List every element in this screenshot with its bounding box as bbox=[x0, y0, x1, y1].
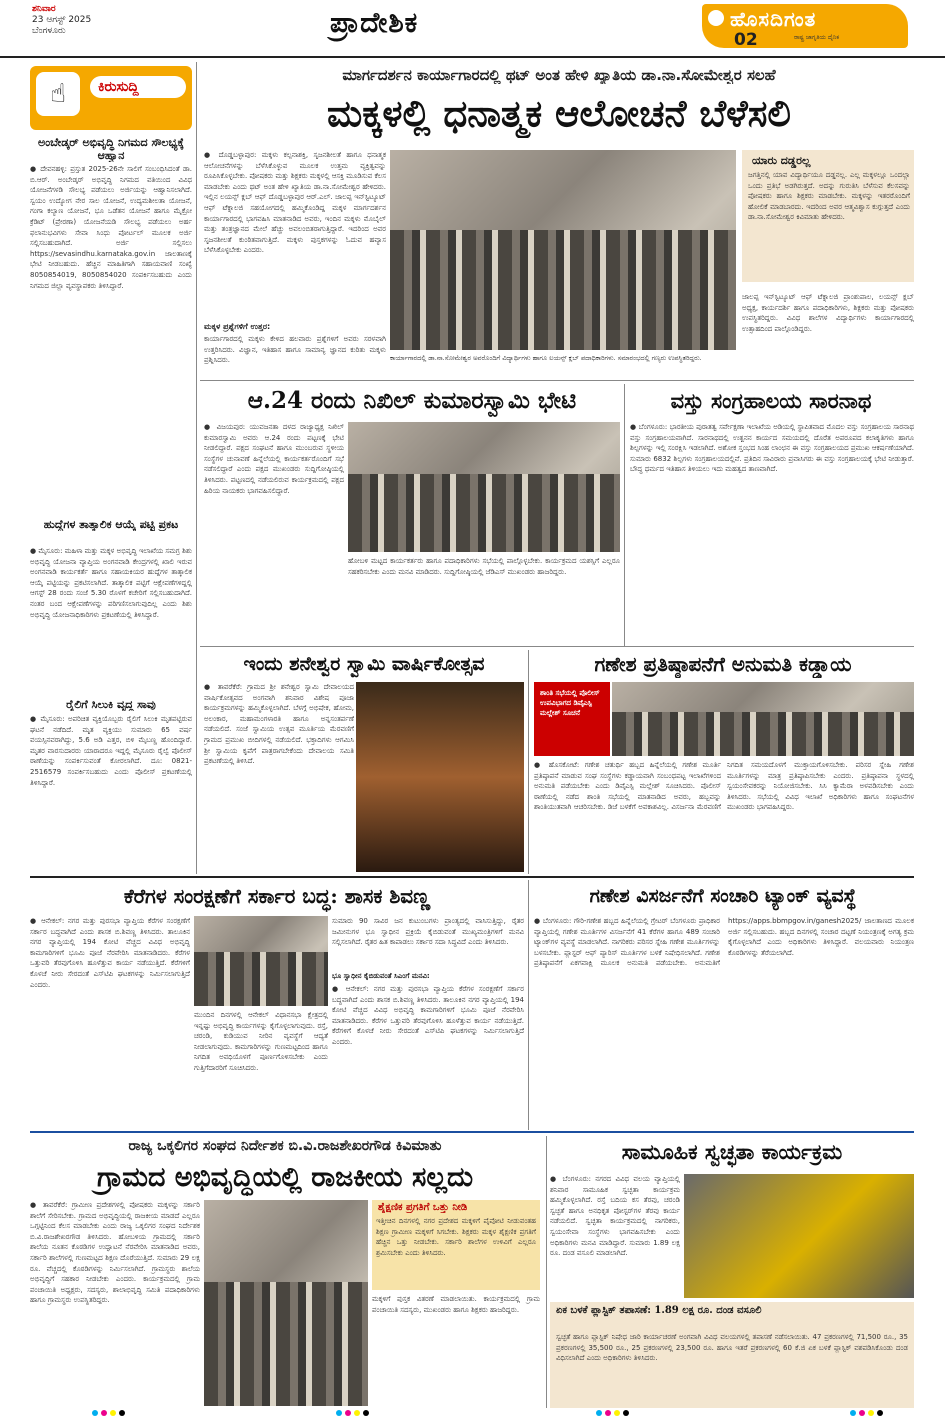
kiru-item-2-title: ಹುದ್ದೆಗಳ ತಾತ್ಕಾಲಿಕ ಆಯ್ಕೆ ಪಟ್ಟಿ ಪ್ರಕಟ bbox=[43, 518, 179, 531]
registration-mark bbox=[868, 1410, 874, 1416]
okkaliga-box-title: ಶೈಕ್ಷಣಿಕ ಪ್ರಗತಿಗೆ ಒತ್ತು ನೀಡಿ bbox=[378, 1202, 468, 1213]
registration-mark bbox=[877, 1410, 883, 1416]
ganesha1-label: ಶಾಂತಿ ಸಭೆಯಲ್ಲಿ ಪೊಲೀಸ್ ಉಪವಿಭಾಗದ ಡಿವೈಎಸ್ಪಿ ಮಲ್ಲೇಶ್ ಸೂಚನೆ bbox=[534, 682, 610, 756]
nikhil-body-1: ● ವಿಜಯಪುರ: ಯುವಜನತಾ ದಳದ ರಾಜ್ಯಾಧ್ಯಕ್ಷ ನಿಖಿಲ್ ಕುಮಾರಸ್ವಾಮಿ ಅವರು ಆ.24 ರಂದು ಪಟ್ಟಣಕ್ಕೆ ಭೇಟಿ ನೀಡಲಿದ್ದಾರೆ. ಪಕ್ಷದ ಸಂಘಟನೆ ಹಾಗೂ ಮುಂಬರುವ ಸ್ಥಳೀಯ ಸಂಸ್ಥೆಗಳ ಚುನಾವಣೆ ಹಿನ್ನೆಲೆಯಲ್ಲಿ ಕಾರ್ಯಕರ್ತರೊಂದಿಗೆ ಸಭೆ ನಡೆಸಲಿದ್ದಾರೆ ಎಂದು ಪಕ್ಷದ ಮುಖಂಡರು ಸುದ್ದಿಗೋಷ್ಠಿಯಲ್ಲಿ ತಿಳಿಸಿದರು. ಪಟ್ಟಣದಲ್ಲಿ ನಡೆಯಲಿರುವ ಕಾರ್ಯಕ್ರಮದಲ್ಲಿ ಪಕ್ಷದ ಹಿರಿಯ ನಾಯಕರು ಭಾಗವಹಿಸಲಿದ್ದಾರೆ. bbox=[204, 423, 344, 495]
brand-name: ಹೊಸದಿಗಂತ bbox=[730, 7, 817, 31]
lead-headline: ಮಕ್ಕಳಲ್ಲಿ ಧನಾತ್ಮಕ ಆಲೋಚನೆ ಬೆಳೆಸಲಿ bbox=[327, 91, 791, 135]
lead-photo bbox=[390, 150, 736, 350]
lead-body-left-2: ಕಾರ್ಯಾಗಾರದಲ್ಲಿ ಮಕ್ಕಳು ಕೇಳಿದ ಹಲವಾರು ಪ್ರಶ್ನೆಗಳಿಗೆ ಅವರು ಸರಳವಾಗಿ ಉತ್ತರಿಸಿದರು. ವಿಜ್ಞಾನ, ಇತಿಹಾಸ ಹಾಗೂ ಸಾಮಾನ್ಯ ಜ್ಞಾನದ ಕುರಿತು ಮಕ್ಕಳು ಪ್ರಶ್ನಿಸಿದರು. bbox=[204, 335, 386, 365]
ganesha2-headline: ಗಣೇಶ ವಿಸರ್ಜನೆಗೆ ಸಂಚಾರಿ ಟ್ಯಾಂಕ್ ವ್ಯವಸ್ಥೆ bbox=[589, 885, 857, 907]
kiru-item-1-title: ಅಂಬೇಡ್ಕರ್ ಅಭಿವೃದ್ಧಿ ನಿಗಮದ ಸೌಲಭ್ಯಕ್ಕೆ ಆಹ್ವಾನ bbox=[37, 136, 185, 162]
column-divider bbox=[528, 650, 529, 874]
registration-mark bbox=[623, 1410, 629, 1416]
okkaliga-body-2: ಮಕ್ಕಳಿಗೆ ಪುಸ್ತಕ ವಿತರಣೆ ಮಾಡಲಾಯಿತು. ಕಾರ್ಯಕ್ರಮದಲ್ಲಿ ಗ್ರಾಮ ಪಂಚಾಯಿತಿ ಸದಸ್ಯರು, ಮುಖಂಡರು ಹಾಗೂ ಶಿಕ್ಷಕರು ಹಾಜರಿದ್ದರು. bbox=[372, 1295, 540, 1314]
shani-headline: ಇಂದು ಶನೇಶ್ವರ ಸ್ವಾಮಿ ವಾರ್ಷಿಕೋತ್ಸವ bbox=[243, 653, 485, 675]
nikhil-headline: ಆ.24 ರಂದು ನಿಖಿಲ್ ಕುಮಾರಸ್ವಾಮಿ ಭೇಟಿ bbox=[247, 387, 577, 414]
brand-logo bbox=[702, 4, 908, 48]
museum-headline: ವಸ್ತು ಸಂಗ್ರಹಾಲಯ ಸಾರನಾಥ bbox=[670, 388, 872, 413]
cleanliness-box-body: ಸ್ವಚ್ಛತೆ ಹಾಗೂ ಪ್ಲಾಸ್ಟಿಕ್ ನಿಷೇಧ ಜಾರಿ ಕಾರ್ಯಾಚರಣೆ ಅಂಗವಾಗಿ ವಿವಿಧ ವಲಯಗಳಲ್ಲಿ ತಪಾಸಣೆ ನಡೆಸಲಾಯಿತು. 47 ಪ್ರಕರಣಗಳಲ್ಲಿ 71,500 ರೂ., 35 ಪ್ರಕರಣಗಳಲ್ಲಿ 35,500 ರೂ., 25 ಪ್ರಕರಣಗಳಲ್ಲಿ 23,500 ರೂ. ಹಾಗೂ ಇತರೆ ಪ್ರಕರಣಗಳಲ್ಲಿ 60 ಕೆ.ಜಿ ಏಕ ಬಳಕೆ ಪ್ಲಾಸ್ಟಿಕ್ ವಶಪಡಿಸಿಕೊಂಡು ದಂಡ ವಿಧಿಸಲಾಗಿದೆ ಎಂದು ಅಧಿಕಾರಿಗಳು ತಿಳಿಸಿದರು. bbox=[556, 1333, 908, 1363]
divider bbox=[30, 876, 914, 878]
ganesha1-headline: ಗಣೇಶ ಪ್ರತಿಷ್ಠಾಪನೆಗೆ ಅನುಮತಿ ಕಡ್ಡಾಯ bbox=[594, 652, 852, 676]
masthead-day: ಶನಿವಾರ bbox=[32, 4, 56, 14]
shani-body: ● ತಾವರೆಕೆರೆ: ಗ್ರಾಮದ ಶ್ರೀ ಶನೇಶ್ವರ ಸ್ವಾಮಿ ದೇವಾಲಯದ ವಾರ್ಷಿಕೋತ್ಸವದ ಅಂಗವಾಗಿ ಶನಿವಾರ ವಿಶೇಷ ಪೂಜಾ ಕಾರ್ಯಕ್ರಮಗಳನ್ನು ಹಮ್ಮಿಕೊಳ್ಳಲಾಗಿದೆ. ಬೆಳಗ್ಗೆ ಅಭಿಷೇಕ, ಹೋಮ, ಅಲಂಕಾರ, ಮಹಾಮಂಗಳಾರತಿ ಹಾಗೂ ಅನ್ನಸಂತರ್ಪಣೆ ನಡೆಯಲಿದೆ. ಸಂಜೆ ಸ್ವಾಮಿಯ ಉತ್ಸವ ಮೂರ್ತಿಯ ಮೆರವಣಿಗೆ ಗ್ರಾಮದ ಪ್ರಮುಖ ಬೀದಿಗಳಲ್ಲಿ ನಡೆಯಲಿದೆ. ಭಕ್ತಾದಿಗಳು ಆಗಮಿಸಿ ಶ್ರೀ ಸ್ವಾಮಿಯ ಕೃಪೆಗೆ ಪಾತ್ರರಾಗಬೇಕೆಂದು ದೇವಾಲಯ ಸಮಿತಿ ಪ್ರಕಟಣೆಯಲ್ಲಿ ತಿಳಿಸಿದೆ. bbox=[204, 683, 354, 766]
column-divider bbox=[196, 62, 197, 874]
brand-tagline: ರಾಷ್ಟ್ರ ಜಾಗೃತಿಯ ದೈನಿಕ bbox=[794, 34, 840, 41]
registration-mark bbox=[336, 1410, 342, 1416]
lead-sidebar-title: ಯಾರು ದಡ್ಡರಲ್ಲ bbox=[752, 154, 811, 167]
okkaliga-photo bbox=[204, 1200, 368, 1406]
kiru-item-1-body: ● ದೇವನಹಳ್ಳಿ: ಪ್ರಸ್ತುತ 2025-26ನೇ ಸಾಲಿಗೆ ಸಂಬಂಧಿಸಿದಂತೆ ಡಾ. ಬಿ.ಆರ್. ಅಂಬೇಡ್ಕರ್ ಅಭಿವೃದ್ಧಿ ನಿಗಮದ ವತಿಯಿಂದ ವಿವಿಧ ಯೋಜನೆಗಳಡಿ ಸೌಲಭ್ಯ ಪಡೆಯಲು ಅರ್ಜಿಯನ್ನು ಆಹ್ವಾನಿಸಲಾಗಿದೆ. ಸ್ವಯಂ ಉದ್ಯೋಗ ನೇರ ಸಾಲ ಯೋಜನೆ, ಉದ್ಯಮಶೀಲತಾ ಯೋಜನೆ, ಗಂಗಾ ಕಲ್ಯಾಣ ಯೋಜನೆ, ಭೂ ಒಡೆತನ ಯೋಜನೆ ಹಾಗೂ ಮೈಕ್ರೋ ಕ್ರೆಡಿಟ್ (ಪ್ರೇರಣಾ) ಯೋಜನೆಯಡಿ ಸೌಲಭ್ಯ ಪಡೆಯಲು ಅರ್ಹ ಫಲಾನುಭವಿಗಳು ಸೇವಾ ಸಿಂಧು ಪೋರ್ಟಲ್ ಮೂಲಕ ಅರ್ಜಿ ಸಲ್ಲಿಸಬಹುದಾಗಿದೆ. ಅರ್ಜಿ ಸಲ್ಲಿಸಲು https://sevasindhu.karnataka.gov.in ಜಾಲತಾಣಕ್ಕೆ ಭೇಟಿ ನೀಡಬಹುದು. ಹೆಚ್ಚಿನ ಮಾಹಿತಿಗಾಗಿ ಸಹಾಯವಾಣಿ ಸಂಖ್ಯೆ 8050854019, 8050854020 ಸಂಪರ್ಕಿಸಬಹುದು ಎಂದು ನಿಗಮದ ಜಿಲ್ಲಾ ವ್ಯವಸ್ಥಾಪಕರು ತಿಳಿಸಿದ್ದಾರೆ. bbox=[30, 165, 192, 290]
lead-body-left: ● ದೊಡ್ಡಬಳ್ಳಾಪುರ: ಮಕ್ಕಳು ಕಲ್ಪನಾಶಕ್ತಿ, ಸೃಜನಶೀಲತೆ ಹಾಗೂ ಧನಾತ್ಮಕ ಆಲೋಚನೆಗಳನ್ನು ಬೆಳೆಸಿಕೊಳ್ಳುವ ಮೂಲಕ ಉತ್ತಮ ವ್ಯಕ್ತಿತ್ವವನ್ನು ರೂಪಿಸಿಕೊಳ್ಳಬೇಕು. ಪೋಷಕರು ಮತ್ತು ಶಿಕ್ಷಕರು ಮಕ್ಕಳಲ್ಲಿ ಆಸಕ್ತಿ ಮೂಡಿಸುವ ಕೆಲಸ ಮಾಡಬೇಕು ಎಂದು ಥಟ್ ಅಂತ ಹೇಳಿ ಖ್ಯಾತಿಯ ಡಾ.ನಾ.ಸೋಮೇಶ್ವರ ಹೇಳಿದರು. ಇಲ್ಲಿನ ಲಯನ್ಸ್ ಕ್ಲಬ್ ಆಫ್ ದೊಡ್ಡಬಳ್ಳಾಪುರ ಆರ್.ಎಲ್. ಜಾಲಪ್ಪ ಇನ್‌ಸ್ಟಿಟ್ಯೂಟ್ ಆಫ್ ಟೆಕ್ನಾಲಜಿ ಸಹಯೋಗದಲ್ಲಿ ಹಮ್ಮಿಕೊಂಡಿದ್ದ ಮಕ್ಕಳ ಮಾರ್ಗದರ್ಶನ ಕಾರ್ಯಾಗಾರದಲ್ಲಿ ಭಾಗವಹಿಸಿ ಮಾತನಾಡಿದ ಅವರು, ಇಂದಿನ ಮಕ್ಕಳು ಮೊಬೈಲ್ ಮತ್ತು ತಂತ್ರಜ್ಞಾನದ ಮೇಲೆ ಹೆಚ್ಚು ಅವಲಂಬಿತರಾಗುತ್ತಿದ್ದಾರೆ. ಇದರಿಂದ ಅವರ ಸೃಜನಶೀಲತೆ ಕುಂಠಿತವಾಗುತ್ತಿದೆ. ಮಕ್ಕಳು ಪುಸ್ತಕಗಳನ್ನು ಓದುವ ಹವ್ಯಾಸ ಬೆಳೆಸಿಕೊಳ್ಳಬೇಕು ಎಂದರು. bbox=[204, 151, 386, 255]
masthead-city: ಬೆಂಗಳೂರು bbox=[32, 26, 66, 36]
kere-body-3: ಸುಮಾರು 90 ಸಾವಿರ ಜನ ಕುಟುಂಬಗಳು ಪ್ರಾಂತ್ಯದಲ್ಲಿ ವಾಸಿಸುತ್ತಿದ್ದು, ರೈತರ ಜಮೀನುಗಳ ಭೂ ಸ್ವಾಧೀನ ಪ್ರಕ್ರಿಯೆ ಕೈಬಿಡುವಂತೆ ಮುಖ್ಯಮಂತ್ರಿಗಳಿಗೆ ಮನವಿ ಸಲ್ಲಿಸಲಾಗಿದೆ. ರೈತರ ಹಿತ ಕಾಪಾಡಲು ಸರ್ಕಾರ ಸದಾ ಸಿದ್ಧವಿದೆ ಎಂದು ತಿಳಿಸಿದರು. bbox=[332, 917, 524, 947]
page-number: 02 bbox=[734, 30, 758, 50]
kiru-suddi-banner bbox=[30, 66, 192, 130]
lead-sidebar-body: ಜಗತ್ತಿನಲ್ಲಿ ಯಾವ ವಿದ್ಯಾರ್ಥಿಯೂ ದಡ್ಡನಲ್ಲ. ಎಲ್ಲ ಮಕ್ಕಳಲ್ಲೂ ಒಂದಲ್ಲಾ ಒಂದು ಪ್ರತಿಭೆ ಅಡಗಿರುತ್ತದೆ. ಅದನ್ನು ಗುರುತಿಸಿ ಬೆಳೆಸುವ ಕೆಲಸವನ್ನು ಪೋಷಕರು ಹಾಗೂ ಶಿಕ್ಷಕರು ಮಾಡಬೇಕು. ಮಕ್ಕಳನ್ನು ಇತರರೊಂದಿಗೆ ಹೋಲಿಕೆ ಮಾಡಬಾರದು. ಇದರಿಂದ ಅವರ ಆತ್ಮವಿಶ್ವಾಸ ಕುಗ್ಗುತ್ತದೆ ಎಂದು ಡಾ.ನಾ.ಸೋಮೇಶ್ವರ ಕಿವಿಮಾತು ಹೇಳಿದರು. bbox=[748, 171, 910, 222]
okkaliga-body: ● ತಾವರೆಕೆರೆ: ಗ್ರಾಮೀಣ ಪ್ರದೇಶಗಳಲ್ಲಿ ಪೋಷಕರು ಮಕ್ಕಳನ್ನು ಸರ್ಕಾರಿ ಶಾಲೆಗೆ ಸೇರಿಸಬೇಕು. ಗ್ರಾಮದ ಅಭಿವೃದ್ಧಿಯಲ್ಲಿ ರಾಜಕೀಯ ಮಾಡದೆ ಎಲ್ಲರೂ ಒಗ್ಗಟ್ಟಿನಿಂದ ಕೆಲಸ ಮಾಡಬೇಕು ಎಂದು ರಾಜ್ಯ ಒಕ್ಕಲಿಗರ ಸಂಘದ ನಿರ್ದೇಶಕ ಬಿ.ವಿ.ರಾಜಶೇಖರಗೌಡ ತಿಳಿಸಿದರು. ಹೋಬಳಿಯ ಗ್ರಾಮದಲ್ಲಿ ಸರ್ಕಾರಿ ಶಾಲೆಯ ನೂತನ ಕೊಠಡಿಗಳ ಉದ್ಘಾಟನೆ ನೆರವೇರಿಸಿ ಮಾತನಾಡಿದ ಅವರು, ಸರ್ಕಾರಿ ಶಾಲೆಗಳಲ್ಲಿ ಗುಣಮಟ್ಟದ ಶಿಕ್ಷಣ ದೊರೆಯುತ್ತಿದೆ. ಸುಮಾರು 29 ಲಕ್ಷ ರೂ. ವೆಚ್ಚದಲ್ಲಿ ಕೊಠಡಿಗಳನ್ನು ನಿರ್ಮಿಸಲಾಗಿದೆ. ಗ್ರಾಮಸ್ಥರು ಶಾಲೆಯ ಅಭಿವೃದ್ಧಿಗೆ ಸಹಕಾರ ನೀಡಬೇಕು ಎಂದರು. ಕಾರ್ಯಕ್ರಮದಲ್ಲಿ ಗ್ರಾಮ ಪಂಚಾಯಿತಿ ಅಧ್ಯಕ್ಷರು, ಸದಸ್ಯರು, ಶಾಲಾಭಿವೃದ್ಧಿ ಸಮಿತಿ ಪದಾಧಿಕಾರಿಗಳು ಹಾಗೂ ಗ್ರಾಮಸ್ಥರು ಉಪಸ್ಥಿತರಿದ್ದರು. bbox=[30, 1201, 200, 1305]
registration-mark bbox=[859, 1410, 865, 1416]
lead-photo-caption: ಕಾರ್ಯಾಗಾರದಲ್ಲಿ ಡಾ.ನಾ.ಸೋಮೇಶ್ವರ ಅವರೊಂದಿಗೆ ವಿದ್ಯಾರ್ಥಿಗಳು ಹಾಗೂ ಲಯನ್ಸ್ ಕ್ಲಬ್ ಪದಾಧಿಕಾರಿಗಳು. ಸಮಾರಂಭದಲ್ಲಿ ಗಣ್ಯರು ಉಪಸ್ಥಿತರಿದ್ದರು. bbox=[390, 354, 702, 362]
okkaliga-headline: ಗ್ರಾಮದ ಅಭಿವೃದ್ಧಿಯಲ್ಲಿ ರಾಜಕೀಯ ಸಲ್ಲದು bbox=[96, 1162, 474, 1193]
okkaliga-kicker: ರಾಜ್ಯ ಒಕ್ಕಲಿಗರ ಸಂಘದ ನಿರ್ದೇಶಕ ಬಿ.ವಿ.ರಾಜಶೇಖರಗೌಡ ಕಿವಿಮಾತು bbox=[128, 1138, 442, 1154]
cleanliness-photo bbox=[684, 1174, 914, 1298]
kiru-item-3-title: ರೈಲಿಗೆ ಸಿಲುಕಿ ವೃದ್ಧ ಸಾವು bbox=[66, 698, 156, 711]
kiru-suddi-label: ಕಿರುಸುದ್ದಿ bbox=[90, 76, 186, 98]
section-title: ಪ್ರಾದೇಶಿಕ bbox=[330, 6, 419, 39]
kere-body-2: ಮುಂದಿನ ದಿನಗಳಲ್ಲಿ ಆನೇಕಲ್ ವಿಧಾನಸಭಾ ಕ್ಷೇತ್ರದಲ್ಲಿ ಇನ್ನಷ್ಟು ಅಭಿವೃದ್ಧಿ ಕಾರ್ಯಗಳನ್ನು ಕೈಗೊಳ್ಳಲಾಗುವುದು. ರಸ್ತೆ, ಚರಂಡಿ, ಕುಡಿಯುವ ನೀರಿನ ವ್ಯವಸ್ಥೆಗೆ ಆದ್ಯತೆ ನೀಡಲಾಗುವುದು. ಕಾಮಗಾರಿಗಳನ್ನು ಗುಣಮಟ್ಟದಿಂದ ಹಾಗೂ ನಿಗದಿತ ಅವಧಿಯೊಳಗೆ ಪೂರ್ಣಗೊಳಿಸಬೇಕು ಎಂದು ಗುತ್ತಿಗೆದಾರರಿಗೆ ಸೂಚಿಸಿದರು. bbox=[194, 1011, 328, 1072]
ganesha2-body: ● ಬೆಂಗಳೂರು: ಗೌರಿ-ಗಣೇಶ ಹಬ್ಬದ ಹಿನ್ನೆಲೆಯಲ್ಲಿ ಗ್ರೇಟರ್ ಬೆಂಗಳೂರು ಪ್ರಾಧಿಕಾರ ವ್ಯಾಪ್ತಿಯಲ್ಲಿ ಗಣೇಶ ಮೂರ್ತಿಗಳ ವಿಸರ್ಜನೆಗೆ 41 ಕೆರೆಗಳ ಹಾಗೂ 489 ಸಂಚಾರಿ ಟ್ಯಾಂಕ್‌ಗಳ ವ್ಯವಸ್ಥೆ ಮಾಡಲಾಗಿದೆ. ನಾಗರಿಕರು ಪರಿಸರ ಸ್ನೇಹಿ ಗಣೇಶ ಮೂರ್ತಿಗಳನ್ನು ಬಳಸಬೇಕು. ಪ್ಲಾಸ್ಟರ್ ಆಫ್ ಪ್ಯಾರಿಸ್ ಮೂರ್ತಿಗಳ ಬಳಕೆ ನಿಷೇಧಿಸಲಾಗಿದೆ. ಗಣೇಶ ಪ್ರತಿಷ್ಠಾಪನೆಗೆ ಏಕಗವಾಕ್ಷಿ ಮೂಲಕ ಅನುಮತಿ ಪಡೆಯಬೇಕು. ಅನುಮತಿಗೆ https://apps.bbmpgov.in/ganesh2025/ ಜಾಲತಾಣದ ಮೂಲಕ ಅರ್ಜಿ ಸಲ್ಲಿಸಬಹುದು. ಹಬ್ಬದ ದಿನಗಳಲ್ಲಿ ಸಂಚಾರ ದಟ್ಟಣೆ ನಿಯಂತ್ರಣಕ್ಕೆ ಅಗತ್ಯ ಕ್ರಮ ಕೈಗೊಳ್ಳಲಾಗಿದೆ ಎಂದು ಅಧಿಕಾರಿಗಳು ತಿಳಿಸಿದ್ದಾರೆ. ವಲಯವಾರು ನಿಯಂತ್ರಣ ಕೊಠಡಿಗಳನ್ನು ತೆರೆಯಲಾಗಿದೆ. bbox=[534, 917, 914, 968]
kere-body-1: ● ಆನೇಕಲ್: ನಗರ ಮತ್ತು ಪುರಸಭಾ ವ್ಯಾಪ್ತಿಯ ಕೆರೆಗಳ ಸಂರಕ್ಷಣೆಗೆ ಸರ್ಕಾರ ಬದ್ಧವಾಗಿದೆ ಎಂದು ಶಾಸಕ ಬಿ.ಶಿವಣ್ಣ ತಿಳಿಸಿದರು. ತಾಲೂಕಿನ ನಗರ ವ್ಯಾಪ್ತಿಯಲ್ಲಿ 194 ಕೋಟಿ ವೆಚ್ಚದ ವಿವಿಧ ಅಭಿವೃದ್ಧಿ ಕಾಮಗಾರಿಗಳಿಗೆ ಭೂಮಿ ಪೂಜೆ ನೆರವೇರಿಸಿ ಮಾತನಾಡಿದರು. ಕೆರೆಗಳ ಒತ್ತುವರಿ ತೆರವುಗೊಳಿಸಿ ಹೂಳೆತ್ತುವ ಕಾರ್ಯ ನಡೆಯುತ್ತಿದೆ. ಕೆರೆಗಳಿಗೆ ಕೊಳಚೆ ನೀರು ಸೇರದಂತೆ ಎಸ್‌ಟಿಪಿ ಘಟಕಗಳನ್ನು ನಿರ್ಮಿಸಲಾಗುತ್ತಿದೆ ಎಂದರು. bbox=[30, 917, 190, 989]
museum-body: ● ಬೆಂಗಳೂರು: ಭಾರತೀಯ ಪುರಾತತ್ವ ಸರ್ವೇಕ್ಷಣಾ ಇಲಾಖೆಯ ಅಡಿಯಲ್ಲಿ ಸ್ಥಾಪಿತವಾದ ಮೊದಲ ವಸ್ತು ಸಂಗ್ರಹಾಲಯ ಸಾರನಾಥ ವಸ್ತು ಸಂಗ್ರಹಾಲಯವಾಗಿದೆ. ಸಾರನಾಥದಲ್ಲಿ ಉತ್ಖನನ ಕಾರ್ಯದ ಸಮಯದಲ್ಲಿ ದೊರೆತ ಅಪರೂಪದ ಕಲಾಕೃತಿಗಳು ಹಾಗೂ ಶಿಲ್ಪಗಳನ್ನು ಇಲ್ಲಿ ಸಂರಕ್ಷಿಸಿ ಇಡಲಾಗಿದೆ. ಅಶೋಕ ಸ್ತಂಭದ ಸಿಂಹ ಲಾಂಛನ ಈ ವಸ್ತು ಸಂಗ್ರಹಾಲಯದ ಪ್ರಮುಖ ಆಕರ್ಷಣೆಯಾಗಿದೆ. ಸುಮಾರು 6832 ಶಿಲ್ಪಗಳು ಸಂಗ್ರಹಾಲಯದಲ್ಲಿವೆ. ಪ್ರತಿದಿನ ಸಾವಿರಾರು ಪ್ರವಾಸಿಗರು ಈ ವಸ್ತು ಸಂಗ್ರಹಾಲಯಕ್ಕೆ ಭೇಟಿ ನೀಡುತ್ತಾರೆ. ಬೌದ್ಧ ಧರ್ಮದ ಇತಿಹಾಸ ತಿಳಿಯಲು ಇದು ಮಹತ್ವದ ತಾಣವಾಗಿದೆ. bbox=[630, 423, 914, 474]
column-divider bbox=[528, 880, 529, 1130]
shani-deity-photo bbox=[356, 682, 524, 872]
registration-mark bbox=[605, 1410, 611, 1416]
kere-headline: ಕೆರೆಗಳ ಸಂರಕ್ಷಣೆಗೆ ಸರ್ಕಾರ ಬದ್ಧ: ಶಾಸಕ ಶಿವಣ್ಣ bbox=[123, 884, 431, 908]
kere-body-1b: ● ಆನೇಕಲ್: ನಗರ ಮತ್ತು ಪುರಸಭಾ ವ್ಯಾಪ್ತಿಯ ಕೆರೆಗಳ ಸಂರಕ್ಷಣೆಗೆ ಸರ್ಕಾರ ಬದ್ಧವಾಗಿದೆ ಎಂದು ಶಾಸಕ ಬಿ.ಶಿವಣ್ಣ ತಿಳಿಸಿದರು. ತಾಲೂಕಿನ ನಗರ ವ್ಯಾಪ್ತಿಯಲ್ಲಿ 194 ಕೋಟಿ ವೆಚ್ಚದ ವಿವಿಧ ಅಭಿವೃದ್ಧಿ ಕಾಮಗಾರಿಗಳಿಗೆ ಭೂಮಿ ಪೂಜೆ ನೆರವೇರಿಸಿ ಮಾತನಾಡಿದರು. ಕೆರೆಗಳ ಒತ್ತುವರಿ ತೆರವುಗೊಳಿಸಿ ಹೂಳೆತ್ತುವ ಕಾರ್ಯ ನಡೆಯುತ್ತಿದೆ. ಕೆರೆಗಳಿಗೆ ಕೊಳಚೆ ನೀರು ಸೇರದಂತೆ ಎಸ್‌ಟಿಪಿ ಘಟಕಗಳನ್ನು ನಿರ್ಮಿಸಲಾಗುತ್ತಿದೆ ಎಂದರು. bbox=[332, 985, 524, 1046]
column-divider bbox=[546, 1136, 547, 1408]
divider bbox=[200, 646, 914, 647]
cleanliness-body: ● ಬೆಂಗಳೂರು: ನಗರದ ವಿವಿಧ ವಲಯ ವ್ಯಾಪ್ತಿಯಲ್ಲಿ ಶನಿವಾರ ಸಾಮೂಹಿಕ ಸ್ವಚ್ಛತಾ ಕಾರ್ಯಕ್ರಮ ಹಮ್ಮಿಕೊಳ್ಳಲಾಗಿದೆ. ರಸ್ತೆ ಬದಿಯ ಕಸ ತೆರವು, ಚರಂಡಿ ಸ್ವಚ್ಛತೆ ಹಾಗೂ ಅನಧಿಕೃತ ಪೋಸ್ಟರ್‌ಗಳ ತೆರವು ಕಾರ್ಯ ನಡೆಯಲಿದೆ. ಸ್ವಚ್ಛತಾ ಕಾರ್ಯಕ್ರಮದಲ್ಲಿ ನಾಗರಿಕರು, ಸ್ವಯಂಸೇವಾ ಸಂಸ್ಥೆಗಳು ಭಾಗವಹಿಸಬೇಕು ಎಂದು ಅಧಿಕಾರಿಗಳು ಮನವಿ ಮಾಡಿದ್ದಾರೆ. ಸುಮಾರು 1.89 ಲಕ್ಷ ರೂ. ದಂಡ ವಸೂಲಿ ಮಾಡಲಾಗಿದೆ. bbox=[550, 1175, 680, 1258]
registration-mark bbox=[850, 1410, 856, 1416]
kiru-item-2-body: ● ಮೈಸೂರು: ಮಹಿಳಾ ಮತ್ತು ಮಕ್ಕಳ ಅಭಿವೃದ್ಧಿ ಇಲಾಖೆಯ ಸಮಗ್ರ ಶಿಶು ಅಭಿವೃದ್ಧಿ ಯೋಜನಾ ವ್ಯಾಪ್ತಿಯ ಅಂಗನವಾಡಿ ಕೇಂದ್ರಗಳಲ್ಲಿ ಖಾಲಿ ಇರುವ ಅಂಗನವಾಡಿ ಕಾರ್ಯಕರ್ತೆ ಹಾಗೂ ಸಹಾಯಕಿಯರ ಹುದ್ದೆಗಳ ತಾತ್ಕಾಲಿಕ ಆಯ್ಕೆ ಪಟ್ಟಿಯನ್ನು ಪ್ರಕಟಿಸಲಾಗಿದೆ. ತಾತ್ಕಾಲಿಕ ಪಟ್ಟಿಗೆ ಆಕ್ಷೇಪಣೆಗಳಿದ್ದಲ್ಲಿ ಆಗಸ್ಟ್ 28 ರಂದು ಸಂಜೆ 5.30 ರೊಳಗೆ ಕಚೇರಿಗೆ ಸಲ್ಲಿಸಬಹುದಾಗಿದೆ. ನಂತರ ಬಂದ ಆಕ್ಷೇಪಣೆಗಳನ್ನು ಪರಿಗಣಿಸಲಾಗುವುದಿಲ್ಲ ಎಂದು ಶಿಶು ಅಭಿವೃದ್ಧಿ ಯೋಜನಾಧಿಕಾರಿಗಳು ಪ್ರಕಟಣೆಯಲ್ಲಿ ತಿಳಿಸಿದ್ದಾರೆ. bbox=[30, 547, 192, 619]
lead-kicker: ಮಾರ್ಗದರ್ಶನ ಕಾರ್ಯಾಗಾರದಲ್ಲಿ ಥಟ್ ಅಂತ ಹೇಳಿ ಖ್ಯಾತಿಯ ಡಾ.ನಾ.ಸೋಮೇಶ್ವರ ಸಲಹೆ bbox=[342, 66, 776, 84]
registration-mark bbox=[110, 1410, 116, 1416]
ganesha1-body: ● ಹೊಸಕೋಟೆ: ಗಣೇಶ ಚತುರ್ಥಿ ಹಬ್ಬದ ಹಿನ್ನೆಲೆಯಲ್ಲಿ ಗಣೇಶ ಮೂರ್ತಿ ಪ್ರತಿಷ್ಠಾಪನೆ ಮಾಡುವ ಸಂಘ ಸಂಸ್ಥೆಗಳು ಕಡ್ಡಾಯವಾಗಿ ಸಂಬಂಧಪಟ್ಟ ಇಲಾಖೆಗಳಿಂದ ಅನುಮತಿ ಪಡೆಯಬೇಕು ಎಂದು ಡಿವೈಎಸ್ಪಿ ಮಲ್ಲೇಶ್ ಸೂಚಿಸಿದರು. ಪೊಲೀಸ್ ಠಾಣೆಯಲ್ಲಿ ನಡೆದ ಶಾಂತಿ ಸಭೆಯಲ್ಲಿ ಮಾತನಾಡಿದ ಅವರು, ಹಬ್ಬವನ್ನು ಶಾಂತಿಯುತವಾಗಿ ಆಚರಿಸಬೇಕು. ಡಿಜೆ ಬಳಕೆಗೆ ಅವಕಾಶವಿಲ್ಲ. ವಿಸರ್ಜನಾ ಮೆರವಣಿಗೆ ನಿಗದಿತ ಸಮಯದೊಳಗೆ ಮುಕ್ತಾಯಗೊಳಿಸಬೇಕು. ಪರಿಸರ ಸ್ನೇಹಿ ಗಣೇಶ ಮೂರ್ತಿಗಳನ್ನು ಮಾತ್ರ ಪ್ರತಿಷ್ಠಾಪಿಸಬೇಕು ಎಂದರು. ಪ್ರತಿಷ್ಠಾಪನಾ ಸ್ಥಳದಲ್ಲಿ ಸ್ವಯಂಸೇವಕರನ್ನು ನಿಯೋಜಿಸಬೇಕು. ಸಿಸಿ ಕ್ಯಾಮೆರಾ ಅಳವಡಿಸಬೇಕು ಎಂದು ತಿಳಿಸಿದರು. ಸಭೆಯಲ್ಲಿ ವಿವಿಧ ಇಲಾಖೆ ಅಧಿಕಾರಿಗಳು ಹಾಗೂ ಸಂಘಟನೆಗಳ ಮುಖಂಡರು ಭಾಗವಹಿಸಿದ್ದರು. bbox=[534, 761, 914, 812]
kiru-item-3-body: ● ಮೈಸೂರು: ಅಪರಿಚಿತ ವ್ಯಕ್ತಿಯೊಬ್ಬರು ರೈಲಿಗೆ ಸಿಲುಕಿ ಮೃತಪಟ್ಟಿರುವ ಘಟನೆ ನಡೆದಿದೆ. ಮೃತ ವ್ಯಕ್ತಿಯು ಸುಮಾರು 65 ವರ್ಷ ವಯಸ್ಸಿನವರಾಗಿದ್ದು, 5.6 ಅಡಿ ಎತ್ತರ, ಬಿಳಿ ಮೈಬಣ್ಣ ಹೊಂದಿದ್ದಾರೆ. ಮೃತರ ವಾರಸುದಾರರು ಯಾರಾದರೂ ಇದ್ದಲ್ಲಿ ಮೈಸೂರು ರೈಲ್ವೆ ಪೊಲೀಸ್ ಠಾಣೆಯನ್ನು ಸಂಪರ್ಕಿಸುವಂತೆ ಕೋರಲಾಗಿದೆ. ದೂ: 0821-2516579 ಸಂಪರ್ಕಿಸಬಹುದು ಎಂದು ಪೊಲೀಸ್ ಪ್ರಕಟಣೆಯಲ್ಲಿ ತಿಳಿಸಿದ್ದಾರೆ. bbox=[30, 715, 192, 787]
lead-body-right: ಜಾಲಪ್ಪ ಇನ್‌ಸ್ಟಿಟ್ಯೂಟ್ ಆಫ್ ಟೆಕ್ನಾಲಜಿ ಪ್ರಾಂಶುಪಾಲ, ಲಯನ್ಸ್ ಕ್ಲಬ್ ಅಧ್ಯಕ್ಷ, ಕಾರ್ಯದರ್ಶಿ ಹಾಗೂ ಪದಾಧಿಕಾರಿಗಳು, ಶಿಕ್ಷಕರು ಮತ್ತು ಪೋಷಕರು ಉಪಸ್ಥಿತರಿದ್ದರು. ವಿವಿಧ ಶಾಲೆಗಳ ವಿದ್ಯಾರ್ಥಿಗಳು ಕಾರ್ಯಾಗಾರದಲ್ಲಿ ಉತ್ಸಾಹದಿಂದ ಪಾಲ್ಗೊಂಡಿದ್ದರು. bbox=[742, 293, 914, 333]
hand-icon: ☝ bbox=[36, 72, 80, 116]
ganesha1-photo bbox=[612, 682, 914, 756]
cleanliness-box-title: ಏಕ ಬಳಕೆ ಪ್ಲಾಸ್ಟಿಕ್ ತಪಾಸಣೆ: 1.89 ಲಕ್ಷ ರೂ. ದಂಡ ವಸೂಲಿ bbox=[556, 1305, 762, 1316]
registration-mark bbox=[614, 1410, 620, 1416]
registration-mark bbox=[92, 1410, 98, 1416]
nikhil-photo bbox=[348, 422, 620, 552]
sun-icon bbox=[708, 10, 724, 26]
registration-mark bbox=[101, 1410, 107, 1416]
column-divider bbox=[624, 384, 625, 646]
registration-mark bbox=[119, 1410, 125, 1416]
divider bbox=[30, 1131, 914, 1133]
registration-mark bbox=[596, 1410, 602, 1416]
masthead-date: 23 ಆಗಸ್ಟ್ 2025 bbox=[32, 15, 92, 25]
kere-subhead: ಭೂ ಸ್ವಾಧೀನ ಕೈಬಿಡುವಂತೆ ಸಿಎಂಗೆ ಮನವಿ: bbox=[332, 972, 430, 980]
okkaliga-box-body: ಇತ್ತೀಚಿನ ದಿನಗಳಲ್ಲಿ ನಗರ ಪ್ರದೇಶದ ಮಕ್ಕಳಿಗೆ ಪೈಪೋಟಿ ನೀಡುವಂತಹ ಶಿಕ್ಷಣ ಗ್ರಾಮೀಣ ಮಕ್ಕಳಿಗೆ ಸಿಗಬೇಕು. ಶಿಕ್ಷಕರು ಮಕ್ಕಳ ಶೈಕ್ಷಣಿಕ ಪ್ರಗತಿಗೆ ಹೆಚ್ಚಿನ ಒತ್ತು ನೀಡಬೇಕು. ಸರ್ಕಾರಿ ಶಾಲೆಗಳ ಉಳಿವಿಗೆ ಎಲ್ಲರೂ ಶ್ರಮಿಸಬೇಕು ಎಂದು ತಿಳಿಸಿದರು. bbox=[376, 1217, 536, 1257]
masthead-date-block bbox=[32, 4, 91, 37]
registration-mark bbox=[345, 1410, 351, 1416]
divider bbox=[200, 380, 914, 381]
registration-mark bbox=[354, 1410, 360, 1416]
kere-photo bbox=[194, 916, 328, 1006]
nikhil-body-2: ಹೋಬಳಿ ಮಟ್ಟದ ಕಾರ್ಯಕರ್ತರು ಹಾಗೂ ಪದಾಧಿಕಾರಿಗಳು ಸಭೆಯಲ್ಲಿ ಪಾಲ್ಗೊಳ್ಳಬೇಕು. ಕಾರ್ಯಕ್ರಮದ ಯಶಸ್ಸಿಗೆ ಎಲ್ಲರೂ ಸಹಕರಿಸಬೇಕು ಎಂದು ಮನವಿ ಮಾಡಿದರು. ಸುದ್ದಿಗೋಷ್ಠಿಯಲ್ಲಿ ಜೆಡಿಎಸ್ ಮುಖಂಡರು ಹಾಜರಿದ್ದರು. bbox=[348, 557, 620, 576]
cleanliness-headline: ಸಾಮೂಹಿಕ ಸ್ವಚ್ಛತಾ ಕಾರ್ಯಕ್ರಮ bbox=[621, 1139, 843, 1164]
registration-mark bbox=[363, 1410, 369, 1416]
lead-subhead: ಮಕ್ಕಳ ಪ್ರಶ್ನೆಗಳಿಗೆ ಉತ್ತರ: bbox=[204, 322, 271, 331]
